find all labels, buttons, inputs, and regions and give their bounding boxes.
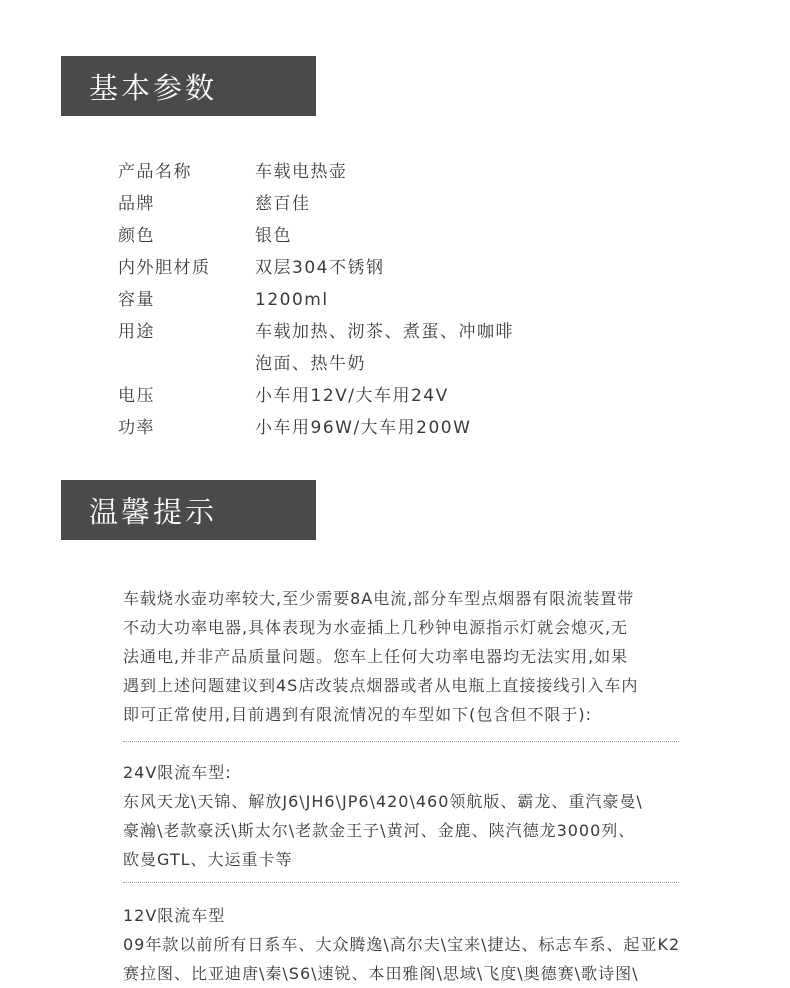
section-header-tips: [61, 480, 316, 540]
spec-value: 小车用96W/大车用200W: [255, 418, 472, 438]
spec-table: [118, 156, 514, 444]
spec-value: 小车用12V/大车用24V: [255, 386, 449, 406]
section-header-basic-params: [61, 56, 316, 116]
spec-row: [118, 252, 514, 284]
section-title: 温馨提示: [89, 494, 218, 529]
spec-row: [118, 220, 514, 252]
spec-value: 双层304不锈钢: [255, 258, 385, 278]
limit-24v-block: [123, 758, 643, 874]
limit-12v-title: 12V限流车型: [123, 906, 226, 925]
spec-key: 功率: [118, 418, 155, 438]
spec-row: [118, 284, 514, 316]
spec-key: 产品名称: [118, 162, 192, 182]
spec-key: 内外胆材质: [118, 258, 211, 278]
tips-line: 车载烧水壶功率较大,至少需要8A电流,部分车型点烟器有限流装置带: [123, 589, 635, 608]
dotted-divider: [123, 741, 679, 742]
spec-key: 颜色: [118, 226, 155, 246]
limit-12v-line: 赛拉图、比亚迪唐\秦\S6\速锐、本田雅阁\思域\飞度\奥德赛\歌诗图\: [123, 964, 639, 983]
spec-key: 品牌: [118, 194, 155, 214]
tips-line: 即可正常使用,目前遇到有限流情况的车型如下(包含但不限于):: [123, 705, 592, 724]
spec-value: 泡面、热牛奶: [255, 354, 366, 374]
spec-row: [118, 412, 514, 444]
spec-key: 用途: [118, 322, 155, 342]
section-title: 基本参数: [89, 70, 218, 105]
tips-line: 遇到上述问题建议到4S店改装点烟器或者从电瓶上直接接线引入车内: [123, 676, 639, 695]
spec-row: [118, 380, 514, 412]
limit-24v-line: 东风天龙\天锦、解放J6\JH6\JP6\420\460领航版、霸龙、重汽豪曼\: [123, 792, 643, 811]
spec-row: [118, 316, 514, 380]
spec-row: [118, 188, 514, 220]
limit-24v-line: 欧曼GTL、大运重卡等: [123, 850, 293, 869]
spec-value: 车载加热、沏茶、煮蛋、冲咖啡: [255, 322, 514, 342]
spec-key: 电压: [118, 386, 155, 406]
tips-line: 不动大功率电器,具体表现为水壶插上几秒钟电源指示灯就会熄灭,无: [123, 618, 629, 637]
spec-key: 容量: [118, 290, 155, 310]
dotted-divider: [123, 882, 679, 883]
limit-24v-line: 豪瀚\老款豪沃\斯太尔\老款金王子\黄河、金鹿、陕汽德龙3000列、: [123, 821, 636, 840]
limit-24v-title: 24V限流车型:: [123, 763, 232, 782]
limit-12v-line: 09年款以前所有日系车、大众腾逸\高尔夫\宝来\捷达、标志车系、起亚K2: [123, 935, 681, 954]
tips-line: 法通电,并非产品质量问题。您车上任何大功率电器均无法实用,如果: [123, 647, 629, 666]
limit-12v-block: [123, 901, 680, 988]
spec-value: 银色: [255, 226, 292, 246]
spec-value: 1200ml: [255, 290, 329, 310]
spec-row: [118, 156, 514, 188]
spec-value: 车载电热壶: [255, 162, 348, 182]
tips-paragraph: [123, 584, 723, 729]
spec-value: 慈百佳: [255, 194, 311, 214]
